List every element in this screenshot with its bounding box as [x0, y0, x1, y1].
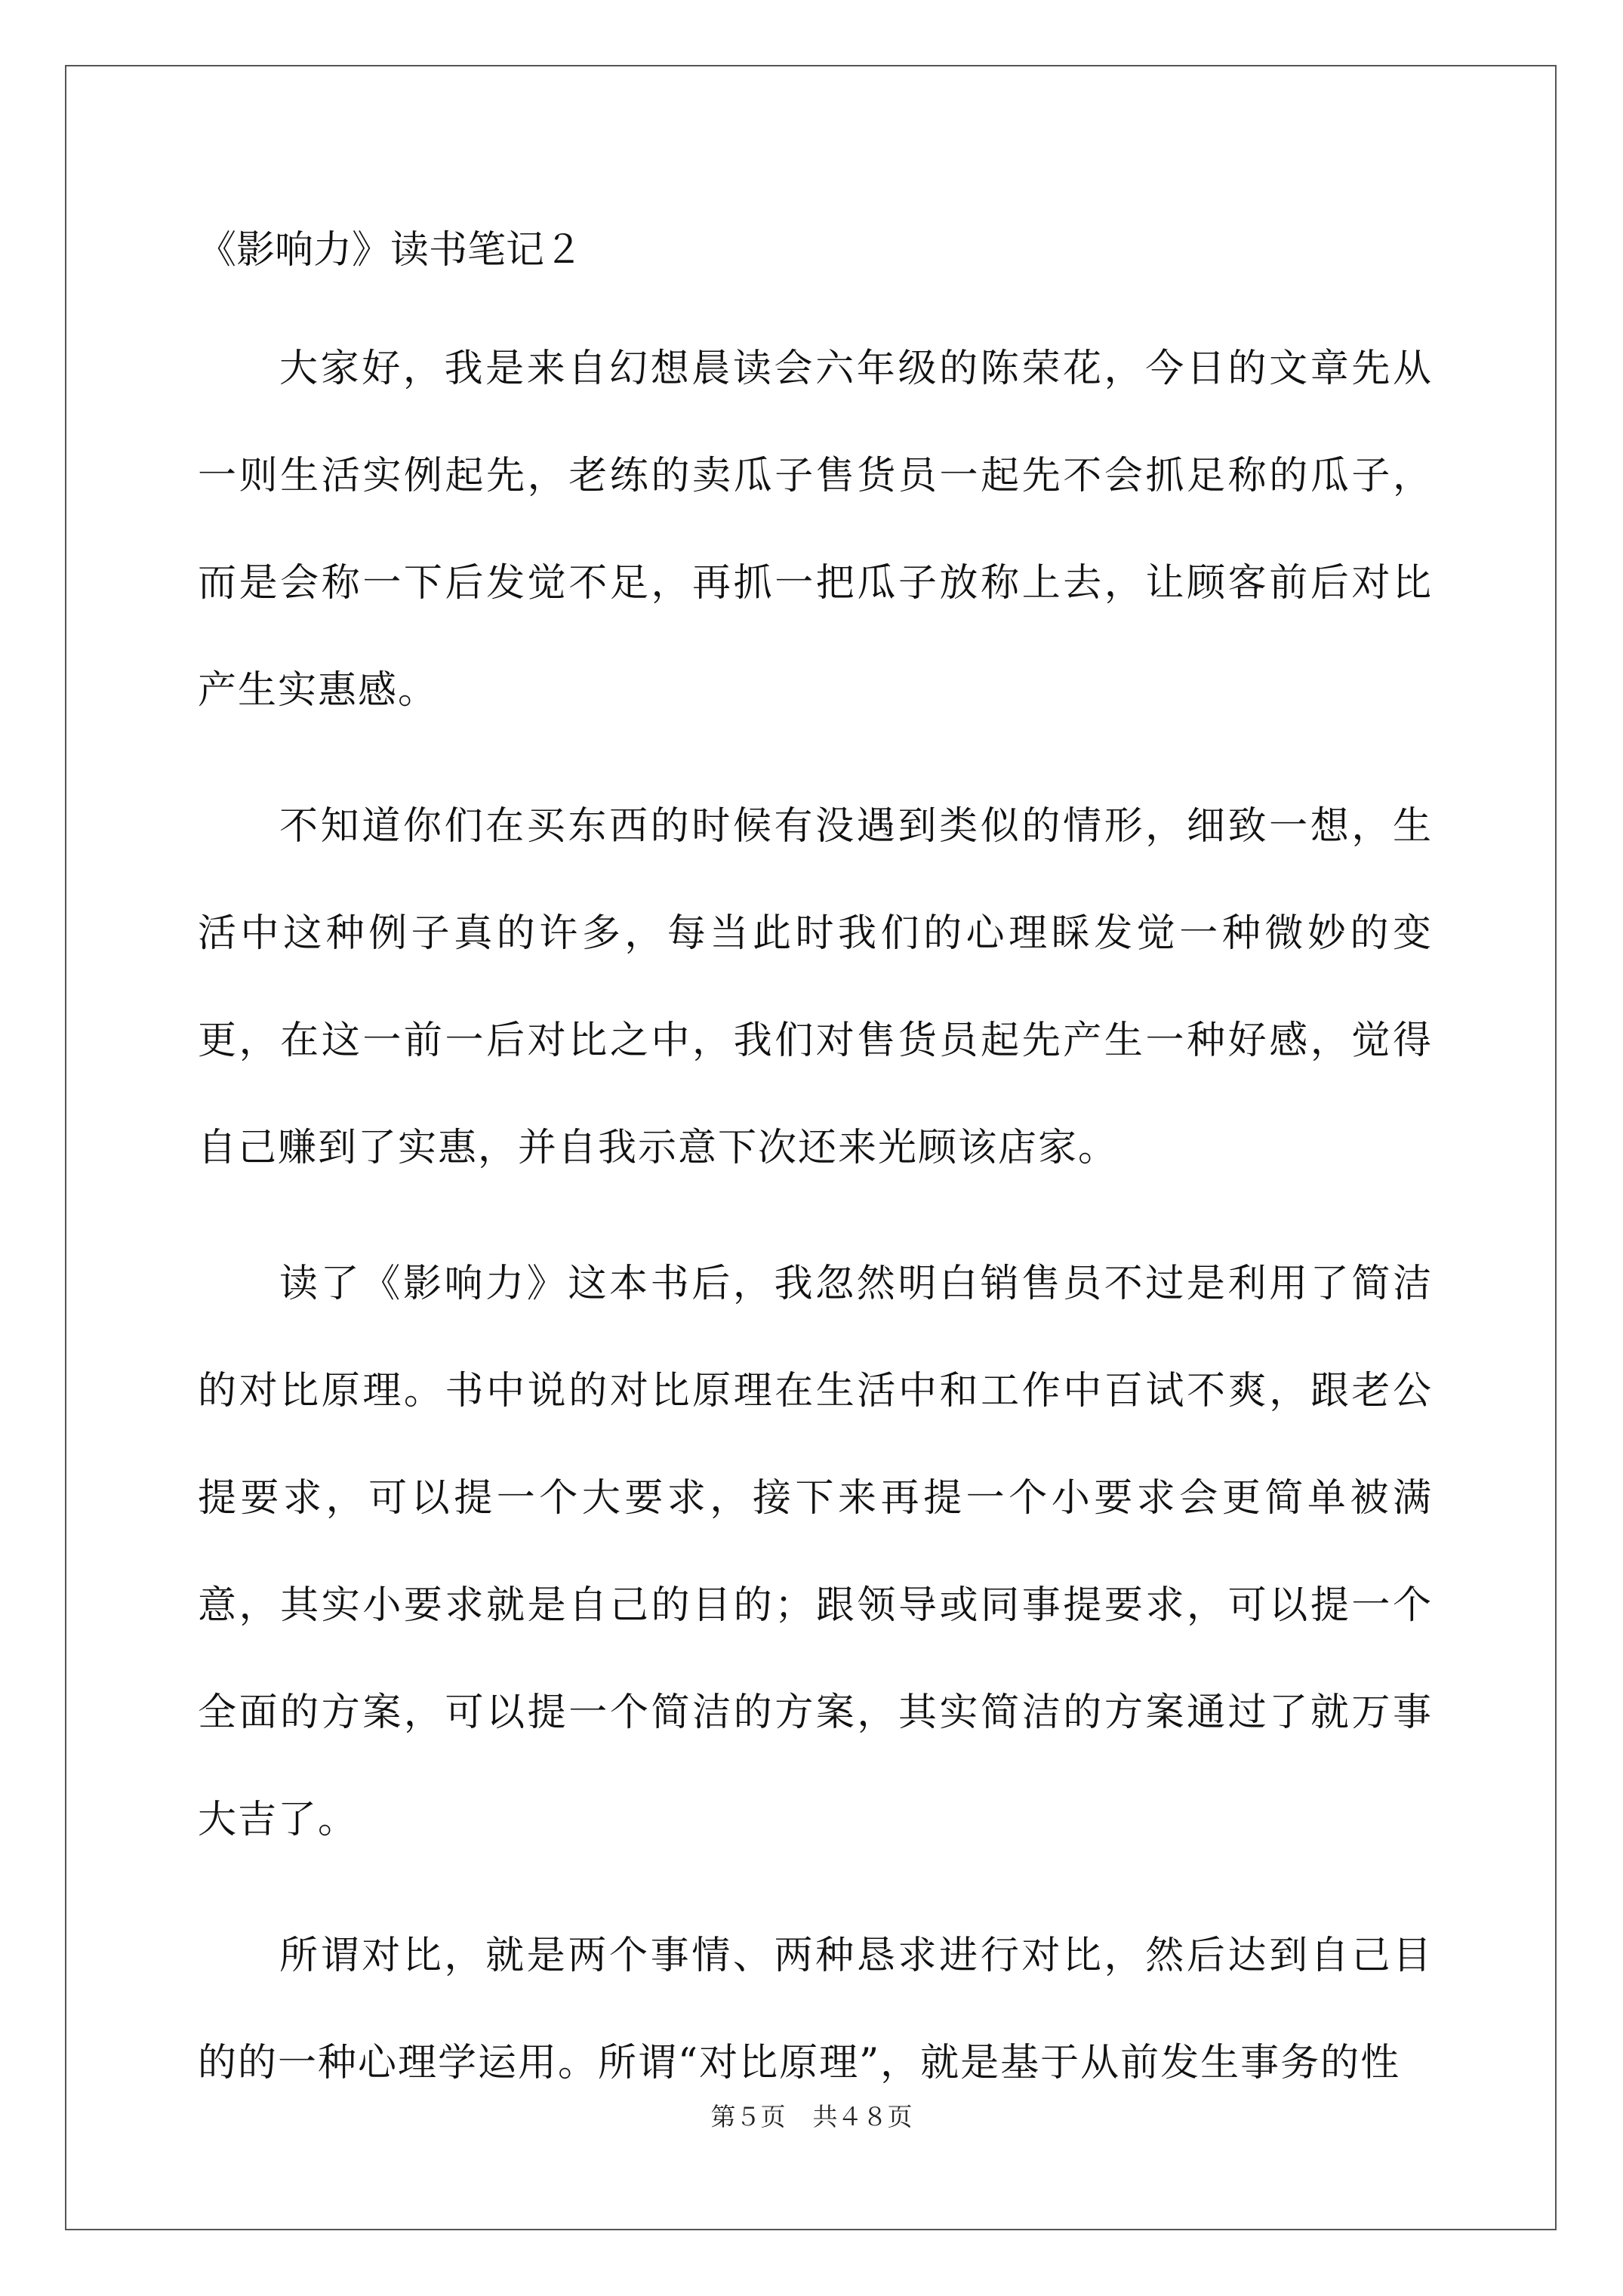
page-footer: [0, 2102, 1623, 2132]
document-body: [198, 213, 1433, 2146]
paragraph-3: 读了《影响力》这本书后，我忽然明白销售员不过是利用了简洁的对比原理。书中说的对比原理在生活中和工作中百试不爽，跟老公提要求，可以提一个大要求，接下来再提一个小要求会更简单被满意，其实小要求就是自己的目的；跟领导或同事提要求，可以提一个全面的方案，可以提一个简洁的方案，其实简洁的方案通过了就万事大吉了。: [198, 1262, 1433, 1842]
page-number: 第５页: [710, 2102, 786, 2131]
paragraph-4: 所谓对比，就是两个事情、两种恳求进行对比，然后达到自己目的的一种心理学运用。所谓“对比原理”，就是基于从前发生事务的性: [198, 1934, 1433, 2085]
paragraph-2: 不知道你们在买东西的时候有没遇到类似的情形，细致一想，生活中这种例子真的许多，每当此时我们的心理睬发觉一种微妙的变更，在这一前一后对比之中，我们对售货员起先产生一种好感，觉得自己赚到了实惠，并自我示意下次还来光顾该店家。: [198, 804, 1433, 1170]
paragraph-1: 大家好，我是来自幻想晨读会六年级的陈荣花，今日的文章先从一则生活实例起先，老练的卖瓜子售货员一起先不会抓足称的瓜子，而是会称一下后发觉不足，再抓一把瓜子放称上去，让顾客前后对比产生实惠感。: [198, 347, 1433, 713]
document-title: 《影响力》读书笔记２: [198, 228, 584, 273]
page-total: 共４８页: [812, 2102, 913, 2131]
